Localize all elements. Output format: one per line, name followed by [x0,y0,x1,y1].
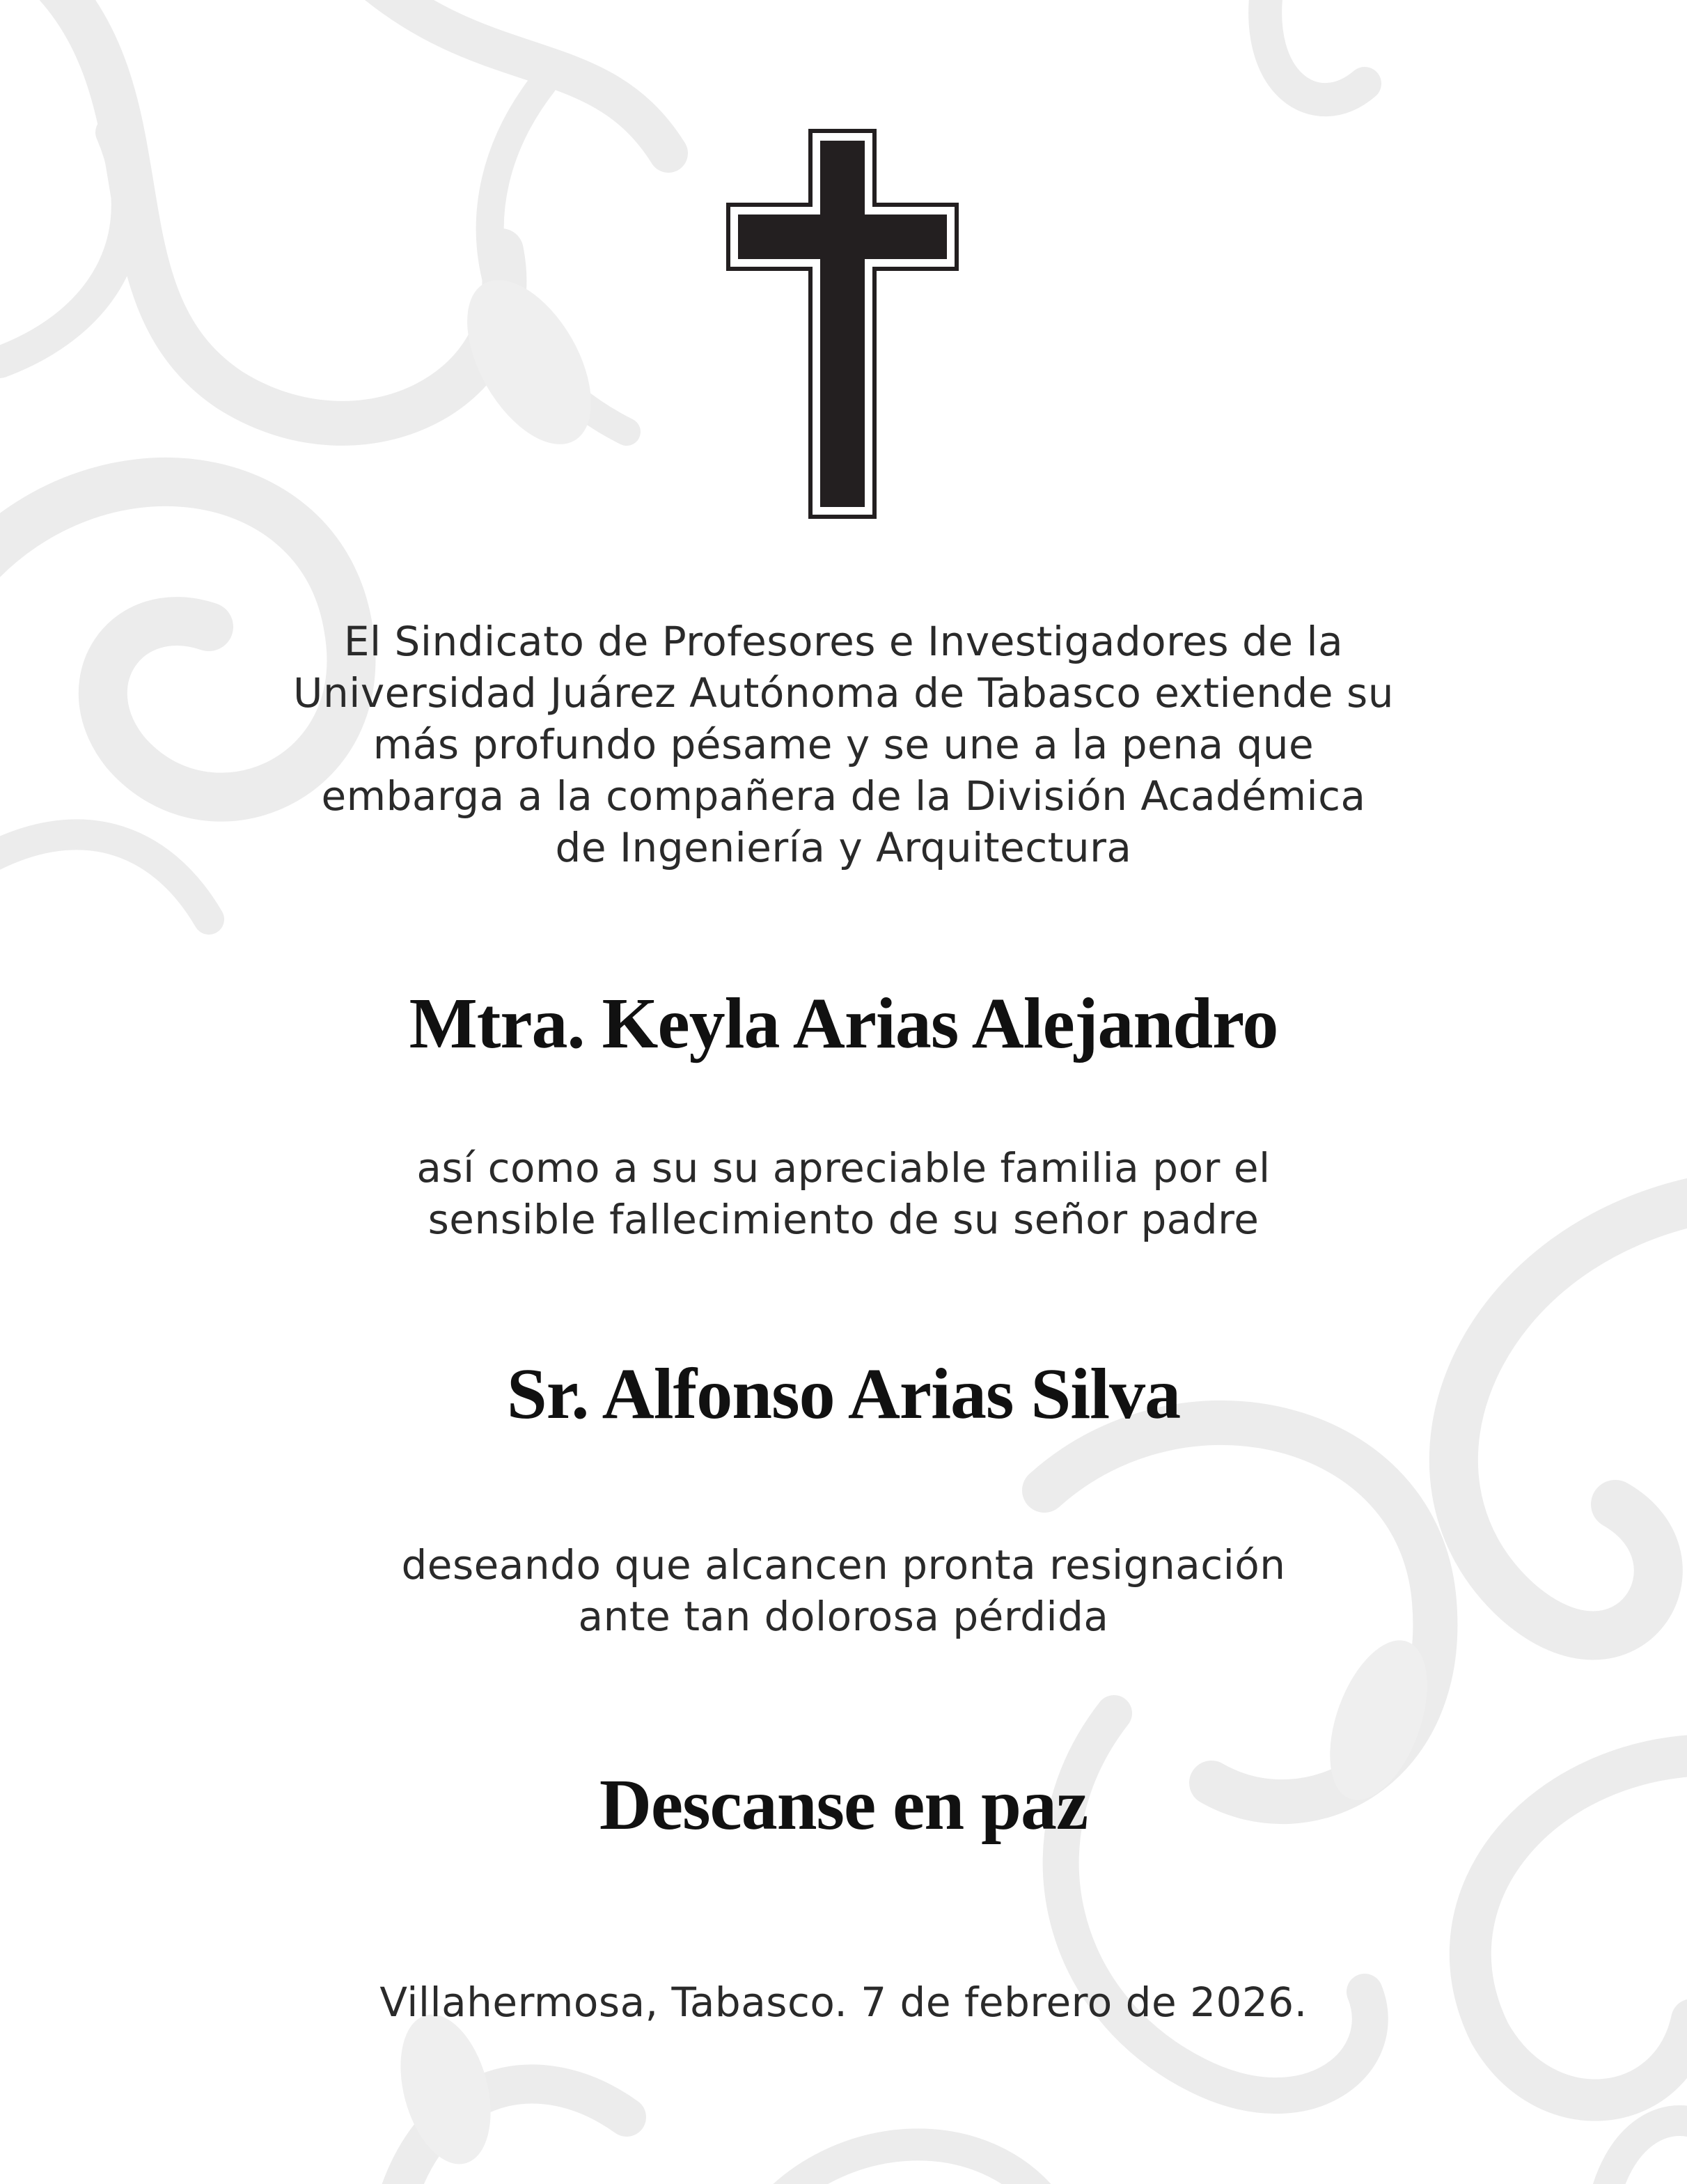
wish-line: deseando que alcancen pronta resignación [401,1541,1286,1589]
intro-paragraph [0,616,1687,873]
swirl-bottom-7 [766,2144,1044,2184]
wish-paragraph [0,1539,1687,1642]
recipient-name: Mtra. Keyla Arias Alejandro [409,983,1278,1063]
intro-line: El Sindicato de Profesores e Investigadores de la [343,618,1344,665]
place-date [0,1976,1687,2028]
deceased-name: Sr. Alfonso Arias Silva [506,1354,1181,1434]
place-date-text: Villahermosa, Tabasco. 7 de febrero de 2026. [379,1979,1308,2026]
cross-icon [724,128,961,520]
intro-line: de Ingeniería y Arquitectura [555,824,1132,871]
wish-line: ante tan dolorosa pérdida [578,1593,1109,1640]
swirl-top-left-1 [28,0,504,423]
intro-line: Universidad Juárez Autónoma de Tabasco extiende su [293,669,1394,717]
intro-line: más profundo pésame y se une a la pena que [372,721,1315,768]
middle-line: así como a su su apreciable familia por el [416,1144,1271,1192]
closing-phrase: Descanse en paz [599,1765,1088,1845]
swirl-bottom-8 [1601,2121,1687,2184]
intro-line: embarga a la compañera de la División Académica [321,772,1366,820]
middle-paragraph [0,1142,1687,1245]
middle-line: sensible fallecimiento de su señor padre [427,1196,1260,1243]
swirl-top-left-4 [0,132,127,362]
swirl-top-right-1 [1265,0,1365,100]
